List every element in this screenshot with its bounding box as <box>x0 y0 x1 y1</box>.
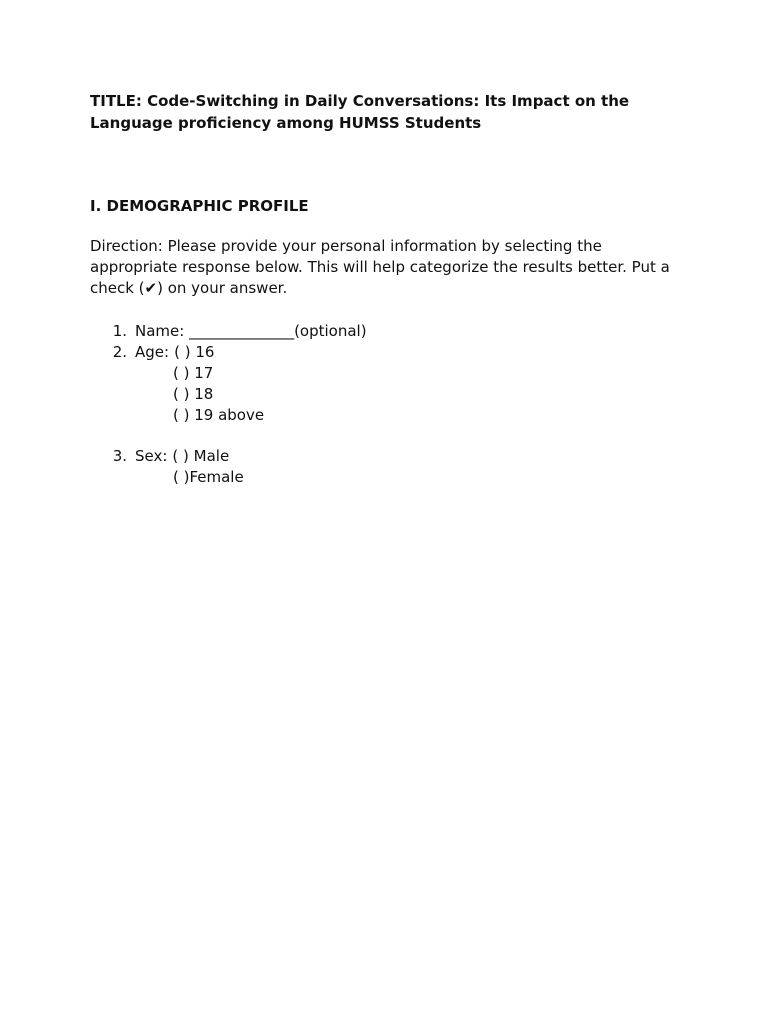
age-option-19-above[interactable]: ( ) 19 above <box>173 406 265 424</box>
question-list-age <box>90 321 690 426</box>
question-number: 1. <box>112 322 127 340</box>
question-list-sex <box>90 446 690 488</box>
question-sex <box>90 446 690 467</box>
direction-line-1: Direction: Please provide your personal information by selecting the <box>90 237 602 255</box>
document-page <box>90 90 690 486</box>
question-label: Sex: <box>135 447 168 465</box>
direction-paragraph <box>90 236 690 299</box>
title-line-1: TITLE: Code-Switching in Daily Conversations: Its Impact on the <box>90 92 630 110</box>
question-label: Age: <box>135 343 170 361</box>
title-line-2: Language proficiency among HUMSS Students <box>90 114 482 132</box>
direction-line-3: check (✔) on your answer. <box>90 279 288 297</box>
question-label: Name: ______________(optional) <box>135 322 367 340</box>
age-option-17[interactable]: ( ) 17 <box>173 364 214 382</box>
question-number: 3. <box>112 447 127 465</box>
question-name <box>90 321 690 342</box>
sex-option-row <box>90 467 690 488</box>
question-age <box>90 342 690 363</box>
sex-option-male[interactable]: ( ) Male <box>172 447 230 465</box>
age-option-16[interactable]: ( ) 16 <box>174 343 215 361</box>
section-heading: I. DEMOGRAPHIC PROFILE <box>90 197 309 215</box>
question-number: 2. <box>112 343 127 361</box>
document-title <box>90 90 690 134</box>
sex-option-female[interactable]: ( )Female <box>173 468 244 486</box>
age-option-row <box>90 384 690 405</box>
direction-line-2: appropriate response below. This will help categorize the results better. Put a <box>90 258 670 276</box>
age-option-18[interactable]: ( ) 18 <box>173 385 214 403</box>
age-option-row <box>90 405 690 426</box>
age-option-row <box>90 363 690 384</box>
